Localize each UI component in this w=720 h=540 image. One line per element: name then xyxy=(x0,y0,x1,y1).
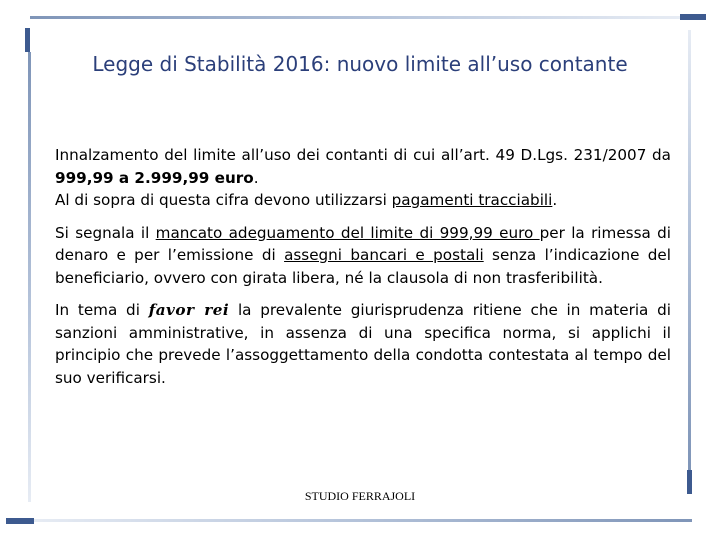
p1-text-4: . xyxy=(552,191,558,209)
p2-underlined-cheques: assegni bancari e postali xyxy=(284,246,484,264)
frame-bottom-line xyxy=(32,519,692,522)
frame-top-right-accent xyxy=(680,14,706,20)
paragraph-limit-increase xyxy=(55,144,671,212)
p3-text-1: In tema di xyxy=(55,301,149,319)
p1-bold-amount: 999,99 a 2.999,99 euro xyxy=(55,168,254,187)
p1-text-3: Al di sopra di questa cifra devono utilizzarsi xyxy=(55,191,392,209)
paragraph-missing-adjustment xyxy=(55,222,671,290)
slide-title: Legge di Stabilità 2016: nuovo limite all’uso contante xyxy=(92,52,628,76)
frame-left-line xyxy=(28,52,31,502)
frame-top-line xyxy=(30,16,680,19)
p3-text-2: la prevalente giurisprudenza ritiene che in materia di sanzioni amministrative, in assenza di una specifica norma, si applichi il principio che prevede l’assoggettamento della condotta contestata al tempo del suo verificarsi. xyxy=(55,301,671,387)
p2-text-3: senza l’indicazione del beneficiario, ovvero con girata libera, né la clausola di non trasferibilità. xyxy=(55,246,671,287)
p2-underlined-missing-adjustment: mancato adeguamento del limite di 999,99 euro xyxy=(155,223,540,242)
p2-text-2: per la rimessa di denaro e per l’emissione di xyxy=(55,223,671,264)
p2-text-1: Si segnala il xyxy=(55,223,156,242)
frame-right-line xyxy=(688,30,691,470)
paragraph-favor-rei xyxy=(55,299,671,389)
frame-bottom-left-accent xyxy=(6,518,34,524)
slide-body xyxy=(55,144,671,399)
p1-text-1: Innalzamento del limite all’uso dei contanti di cui all’art. 49 D.Lgs. 231/2007 da xyxy=(55,146,671,164)
p1-underlined-traceable-payments: pagamenti tracciabili xyxy=(391,191,553,209)
p3-italic-favor-rei: favor rei xyxy=(148,301,230,319)
frame-left-accent xyxy=(25,28,30,52)
p1-text-2: . xyxy=(253,168,259,187)
footer-firm-name: STUDIO FERRAJOLI xyxy=(304,489,416,503)
